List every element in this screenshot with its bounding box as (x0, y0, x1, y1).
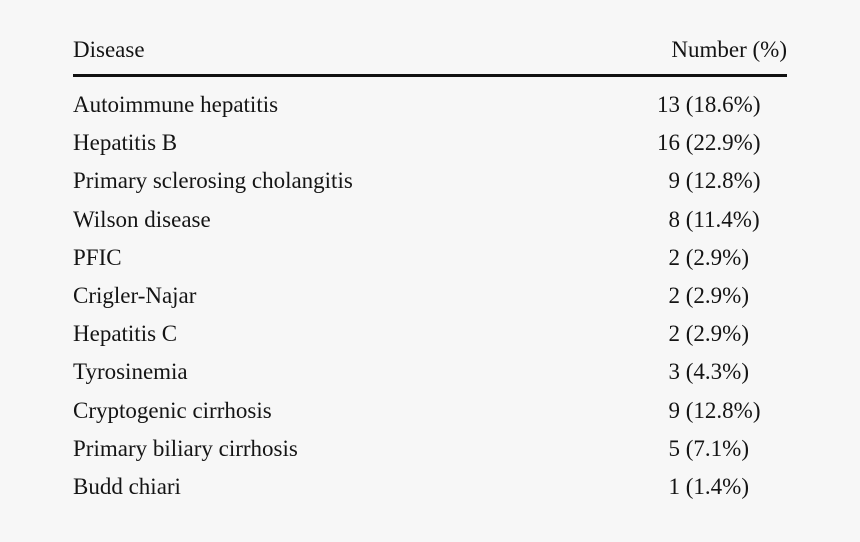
table-body (73, 90, 787, 510)
number-cell: 1 (1.4%) (657, 473, 749, 499)
disease-cell: Primary sclerosing cholangitis (73, 168, 353, 194)
disease-cell: Hepatitis C (73, 321, 178, 347)
disease-cell: Primary biliary cirrhosis (73, 435, 298, 461)
number-cell: 8 (11.4%) (657, 206, 760, 232)
column-header-number: Number (%) (671, 37, 787, 62)
table-row (73, 434, 787, 472)
number-cell: 2 (2.9%) (657, 321, 749, 347)
table-row (73, 319, 787, 357)
disease-cell: Cryptogenic cirrhosis (73, 397, 272, 423)
number-cell: 2 (2.9%) (657, 244, 749, 270)
table-row (73, 205, 787, 243)
disease-cell: Autoimmune hepatitis (73, 92, 279, 117)
column-header-disease: Disease (73, 37, 145, 62)
table-row (73, 396, 787, 434)
table-row (73, 243, 787, 281)
disease-cell: Crigler-Najar (73, 282, 197, 308)
number-cell: 2 (2.9%) (657, 282, 749, 308)
table-row (73, 128, 787, 166)
table-row (73, 166, 787, 204)
number-cell: 13 (18.6%) (657, 92, 761, 117)
number-cell: 9 (12.8%) (657, 397, 761, 423)
disease-cell: Wilson disease (73, 206, 211, 232)
disease-cell: Budd chiari (73, 473, 181, 499)
table-row (73, 90, 787, 128)
disease-cell: Tyrosinemia (73, 359, 188, 385)
number-cell: 9 (12.8%) (657, 168, 761, 194)
table-header (73, 35, 787, 65)
disease-cell: PFIC (73, 244, 122, 270)
number-cell: 16 (22.9%) (657, 130, 761, 156)
number-cell: 3 (4.3%) (657, 359, 749, 385)
number-cell: 5 (7.1%) (657, 435, 749, 461)
table-row (73, 281, 787, 319)
table-row (73, 472, 787, 510)
disease-cell: Hepatitis B (73, 130, 178, 156)
table-row (73, 357, 787, 395)
header-rule (73, 74, 787, 77)
